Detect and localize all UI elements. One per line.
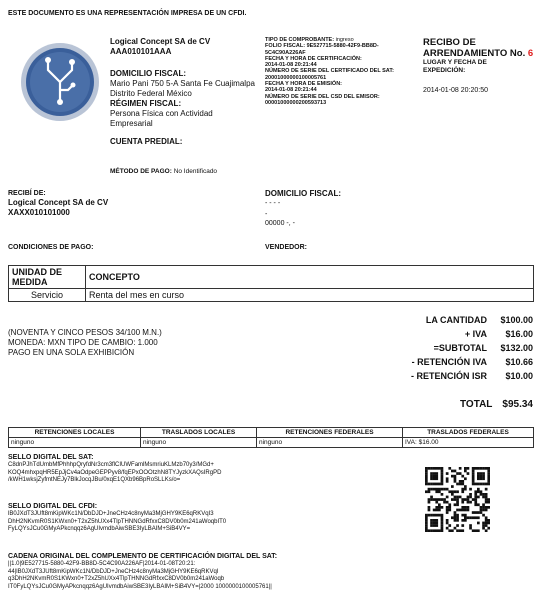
header-unit: UNIDAD DE MEDIDA (9, 266, 86, 289)
sat-seal-label: SELLO DIGITAL DEL SAT: (8, 454, 94, 461)
issuer-regime-line2: Empresarial (110, 119, 153, 128)
tax-header-federal-transfers: TRASLADOS FEDERALES (403, 428, 534, 438)
cfdi-notice: ESTE DOCUMENTO ES UNA REPRESENTACIÓN IMPRESA DE UN CFDI. (8, 10, 247, 17)
receipt-title-block (423, 37, 538, 95)
tax-federal-transfers: IVA: $16.00 (403, 438, 534, 448)
issuer-regime-label: RÉGIMEN FISCAL: (110, 99, 182, 108)
recipient-fiscal-line3: 00000 -, - (265, 220, 295, 227)
tax-table (8, 427, 534, 448)
voucher-type-label: TIPO DE COMPROBANTE: (265, 37, 335, 43)
place-date-label-2: EXPEDICIÓN: (423, 67, 466, 74)
payment-method-label: MÉTODO DE PAGO: (110, 168, 172, 175)
recipient-block (8, 189, 208, 218)
tax-federal-retentions: ninguno (257, 438, 403, 448)
chain-line: IT0FyLQYsJCu0GMyAPkcnqqz6AgUIvmdbAiwSBE3IyLBAIM+SiB4VY=|2000 1000000100005761|| (8, 583, 272, 590)
total-row-quantity: LA CANTIDAD $100.00 (425, 315, 533, 325)
table-row (9, 438, 534, 448)
header-concept: CONCEPTO (86, 266, 534, 289)
grand-total (460, 399, 533, 410)
sat-seal-block (8, 453, 408, 485)
issuer-regime-line1: Persona Física con Actividad (110, 109, 213, 118)
grand-total-label: TOTAL (460, 399, 493, 410)
tax-header-row (9, 428, 534, 438)
issuer-fiscal-label: DOMICILIO FISCAL: (110, 69, 186, 78)
tax-local-retentions: ninguno (9, 438, 141, 448)
chain-line: ||1.0|9E527715-5880-42F9-BB8D-5C4C90A226AF|2014-01-08T20:21: (8, 561, 196, 567)
item-unit: Servicio (9, 289, 86, 302)
issue-datetime: 2014-01-08 20:20:50 (423, 87, 488, 94)
sat-serial-value: 20001000000100005761 (265, 74, 327, 81)
total-row-retention-isr: - RETENCIÓN ISR $10.00 (410, 371, 533, 381)
receipt-number: 6 (527, 48, 534, 59)
sat-seal-line: KOQ4mhxpqHR5EpJjCv4aOdpeGEPPyv8/fqEPxOOOtzhN8TYJyzkXAQsIRgPD (8, 469, 222, 476)
amount-info (8, 328, 268, 358)
issue-date-label: FECHA Y HORA DE EMISIÓN: (265, 81, 343, 88)
recipient-fiscal-line2: - (265, 211, 268, 218)
recipient-fiscal-line1: - - - - (265, 200, 281, 207)
recipient-name: Logical Concept SA de CV (8, 198, 109, 207)
receipt-title-line2: ARRENDAMIENTO No. 6 (423, 48, 534, 59)
folio-value-2: 5C4C90A226AF (265, 49, 306, 56)
qr-code (425, 467, 490, 532)
issuer-block (110, 37, 280, 147)
cfdi-seal-line: FyLQYsJCu0GMyAPkcnqqz6AgUIvmdbAiwSBE3IyLBAIM+SiB4VY= (8, 526, 191, 532)
chain-label: CADENA ORIGINAL DEL COMPLEMENTO DE CERTIFICACIÓN DIGITAL DEL SAT: (8, 553, 278, 560)
issuer-address-line1: Mario Pani 750 5-A Santa Fe Cuajimalpa (110, 79, 255, 88)
recipient-fiscal-block (265, 189, 415, 228)
recipient-fiscal-label: DOMICILIO FISCAL: (265, 189, 341, 198)
payment-line: PAGO EN UNA SOLA EXHIBICIÓN (8, 348, 135, 357)
cfdi-seal-label: SELLO DIGITAL DEL CFDI: (8, 503, 98, 510)
cfdi-seal-line: lB0JXdT3JUft8mKipWKc1N/DbDJD+JneCHz4c8nyMa3MjGHY9KE6qRKVqI3 (8, 511, 214, 517)
issuer-name: Logical Concept SA de CV (110, 37, 211, 46)
cert-date-value: 2014-01-08 20:21:44 (265, 62, 317, 69)
voucher-type-value: ingreso (335, 37, 354, 43)
recipient-rfc: XAXX010101000 (8, 208, 70, 217)
company-logo (20, 42, 100, 122)
chain-line: q3DhH2NKvmR0S1KWxn0+T2xZ5hUXx4TlpTHNNGdRfxxC8DV0b0m241aWoqb (8, 576, 225, 582)
issue-date-value: 2014-01-08 20:21:44 (265, 87, 317, 94)
chain-block (8, 552, 408, 591)
tax-header-local-retentions: RETENCIONES LOCALES (9, 428, 141, 438)
sat-seal-line: C8dnPJhTdUmbMfPhhhpQryfdNr3cm3flCIUWFamlMsmriuKLMzb70y3/MGd+ (8, 462, 214, 468)
receipt-title-line1: RECIBO DE (423, 37, 476, 48)
place-date-label-1: LUGAR Y FECHA DE (423, 59, 487, 66)
grand-total-value: $95.34 (502, 399, 533, 410)
folio-label: FOLIO FISCAL: (265, 43, 306, 50)
currency-line: MONEDA: MXN TIPO DE CAMBIO: 1.000 (8, 338, 158, 347)
issuer-rfc: AAA010101AAA (110, 47, 172, 56)
payment-method (110, 168, 217, 176)
sat-serial-label: NÚMERO DE SERIE DEL CERTIFICADO DEL SAT: (265, 68, 394, 75)
totals-block (333, 313, 533, 383)
cert-date-label: FECHA Y HORA DE CERTIFICACIÓN: (265, 55, 362, 62)
tax-header-local-transfers: TRASLADOS LOCALES (141, 428, 257, 438)
cfdi-seal-line: DhH2NKvmR0S1KWxn0+T2xZ5hUXx4TlpTHNNGdRfxxC8DV0b0m241aWoqbIT0 (8, 518, 227, 525)
table-row (9, 289, 534, 302)
total-row-iva: + IVA $16.00 (464, 329, 533, 339)
chain-line: 44|lB0JXdT3JUft8mKipWKc1N/DbDJD+JneCHz4c8nyMa3MjGHY9KE6qRKVqI (8, 568, 219, 575)
total-row-subtotal: =SUBTOTAL $132.00 (433, 343, 533, 353)
total-row-retention-iva: - RETENCIÓN IVA $10.66 (411, 357, 533, 367)
seller-label: VENDEDOR: (265, 244, 308, 251)
tax-header-federal-retentions: RETENCIONES FEDERALES (257, 428, 403, 438)
payment-conditions-label: CONDICIONES DE PAGO: (8, 244, 94, 251)
payment-method-value: No Identificado (173, 168, 218, 175)
csd-serial-value: 00001000000200593713 (265, 99, 327, 106)
items-header-row (9, 266, 534, 289)
cfdi-seal-block (8, 502, 408, 534)
csd-serial-label: NÚMERO DE SERIE DEL CSD DEL EMISOR: (265, 93, 380, 100)
item-concept: Renta del mes en curso (86, 289, 534, 302)
recipient-label: RECIBÍ DE: (8, 190, 46, 197)
items-table (8, 265, 534, 302)
sat-seal-line: /kWH1wksjZyfmtNEJy7BlkJocqJBu/0xqE1QXb96BpRoSLLKs/o= (8, 477, 181, 483)
folio-value-1: 9E527715-5880-42F9-BB8D- (306, 43, 379, 50)
amount-in-words: (NOVENTA Y CINCO PESOS 34/100 M.N.) (8, 328, 162, 337)
voucher-details (265, 37, 415, 106)
tax-local-transfers: ninguno (141, 438, 257, 448)
issuer-predial-label: CUENTA PREDIAL: (110, 137, 183, 146)
issuer-address-line2: Distrito Federal México (110, 89, 192, 98)
